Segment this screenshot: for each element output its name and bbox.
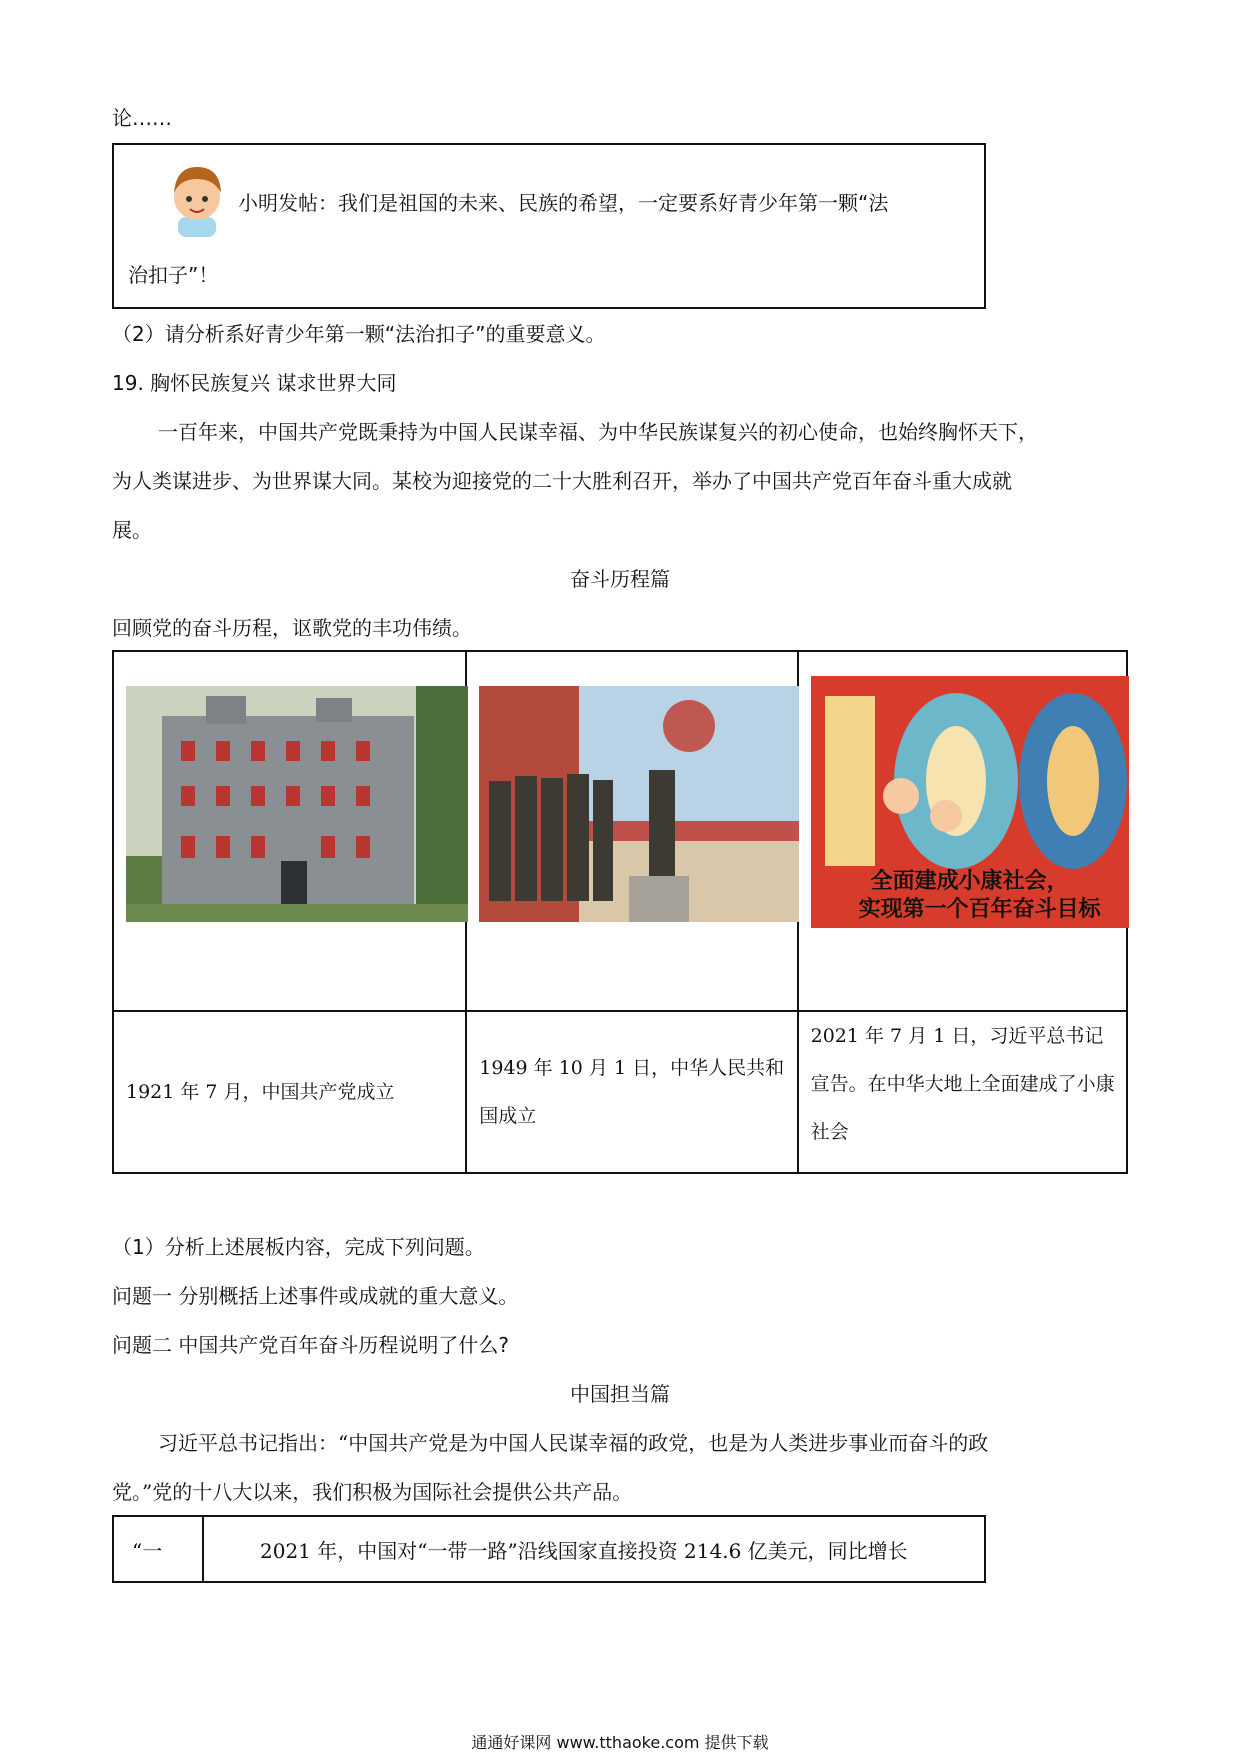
boy-avatar-icon — [166, 161, 228, 237]
exhibit-caption-cell-3 — [798, 1011, 1127, 1173]
exhibit-caption-cell-2 — [466, 1011, 797, 1173]
question-19-1-item2: 问题二 中国共产党百年奋斗历程说明了什么? — [112, 1333, 509, 1357]
centenary-poster-image — [811, 676, 1129, 928]
section2-line1: 习近平总书记指出：“中国共产党是为中国人民谋幸福的政党，也是为人类进步事业而奋斗的政 — [158, 1431, 989, 1455]
page-footer: 通通好课网 www.tthaoke.com 提供下载 — [471, 1733, 769, 1752]
exhibit-image-cell-1 — [113, 651, 466, 1011]
intro-line2: 为人类谋进步、为世界谋大同。某校为迎接党的二十大胜利召开，举办了中国共产党百年奋斗重大成就 — [112, 469, 1012, 493]
exhibit-caption-cell-1 — [113, 1011, 466, 1173]
exhibit-caption-1: 1921 年 7 月，中国共产党成立 — [126, 1081, 395, 1103]
xiaoming-post-line1: 小明发帖：我们是祖国的未来、民族的希望，一定要系好青少年第一颗“法 — [238, 191, 889, 215]
section2-line2: 党。”党的十八大以来，我们积极为国际社会提供公共产品。 — [112, 1480, 633, 1504]
belt-road-col1-text: “一 — [132, 1538, 163, 1563]
xiaoming-post-box — [112, 143, 986, 309]
section2-title: 中国担当篇 — [570, 1382, 670, 1406]
question-19-title: 19. 胸怀民族复兴 谋求世界大同 — [112, 371, 397, 395]
exhibit-caption-2: 1949 年 10 月 1 日，中华人民共和国成立 — [479, 1057, 785, 1127]
party-founding-building-image — [126, 686, 468, 922]
belt-road-table — [112, 1515, 986, 1583]
belt-road-col2-text: 2021 年，中国对“一带一路”沿线国家直接投资 214.6 亿美元，同比增长 — [260, 1538, 908, 1563]
poster-text-line1: 全面建成小康社会， — [870, 869, 1069, 894]
exhibit-table — [112, 650, 1128, 1174]
exhibit-image-cell-2 — [466, 651, 797, 1011]
belt-road-col1 — [113, 1516, 203, 1582]
section1-subtitle: 回顾党的奋斗历程，讴歌党的丰功伟绩。 — [112, 616, 472, 640]
founding-ceremony-painting-image — [479, 686, 799, 922]
section1-title: 奋斗历程篇 — [570, 567, 670, 591]
intro-line3: 展。 — [112, 518, 152, 542]
exhibit-caption-3: 2021 年 7 月 1 日，习近平总书记宣告。在中华大地上全面建成了小康社会 — [810, 1025, 1115, 1143]
poster-text-line2: 实现第一个百年奋斗目标 — [858, 897, 1101, 922]
belt-road-col2 — [203, 1516, 985, 1582]
question-19-1-prompt: （1）分析上述展板内容，完成下列问题。 — [112, 1235, 485, 1259]
question-19-1-item1: 问题一 分别概括上述事件或成就的重大意义。 — [112, 1284, 519, 1308]
intro-line1: 一百年来，中国共产党既秉持为中国人民谋幸福、为中华民族谋复兴的初心使命，也始终胸怀天下， — [158, 420, 1038, 444]
xiaoming-post-line2: 治扣子”！ — [128, 263, 219, 287]
top-text: 论…… — [112, 106, 172, 130]
question-18-2: （2）请分析系好青少年第一颗“法治扣子”的重要意义。 — [112, 322, 606, 346]
exhibit-image-cell-3 — [798, 651, 1127, 1011]
